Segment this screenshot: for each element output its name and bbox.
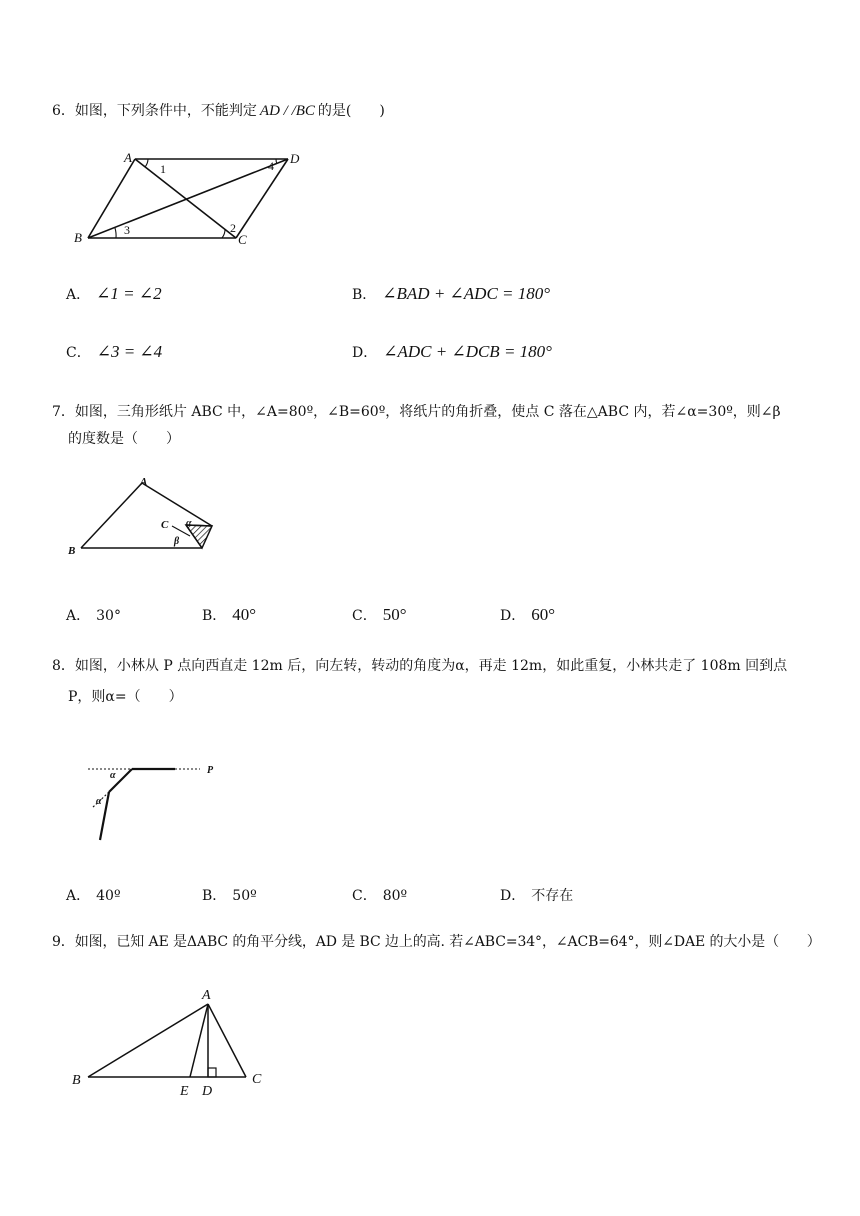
q7-option-a-text: 30° xyxy=(96,608,121,624)
q6-diagonal-bd xyxy=(88,159,288,238)
q6-stem-math: AD / /BC xyxy=(259,103,315,119)
q7-label-beta: β xyxy=(174,536,180,547)
q8-option-a-label: A． xyxy=(66,888,91,904)
q8-stem-line2: P，则α=（ ） xyxy=(68,689,183,705)
q7-folded-triangle-figure xyxy=(66,474,226,564)
q6-option-b[interactable] xyxy=(352,284,550,304)
q9-side-ac xyxy=(208,1004,246,1077)
q8-label-p: P xyxy=(207,765,214,776)
q9-stem: 9．如图，已知 AE 是ΔABC 的角平分线，AD 是 BC 边上的高. 若∠ABC=34°，∠ACB=64°，则∠DAE 的大小是（ ） xyxy=(52,934,821,950)
q7-option-d-text: 60° xyxy=(531,605,556,624)
q9-label-c: C xyxy=(252,1072,262,1087)
q8-stem-line1: 8．如图，小林从 P 点向西直走 12m 后，向左转，转动的角度为α，再走 12m，如此重复，小林共走了 108m 回到点 xyxy=(52,658,788,674)
q6-option-d-text: ∠ADC + ∠DCB = 180° xyxy=(383,342,552,361)
q8-option-b[interactable] xyxy=(202,885,257,905)
q6-option-c[interactable] xyxy=(66,342,162,362)
q7-label-b: B xyxy=(68,545,76,557)
q6-option-a[interactable] xyxy=(66,284,162,304)
q8-option-a[interactable] xyxy=(66,885,121,905)
q6-stem-prefix: 6．如图，下列条件中，不能判定 xyxy=(52,103,257,119)
q8-option-c-text: 80º xyxy=(382,888,408,904)
q6-angle-3: 3 xyxy=(124,223,130,237)
q7-stem-line2: 的度数是（ ） xyxy=(68,431,180,447)
q9-right-angle-mark xyxy=(208,1068,216,1077)
q6-option-d-label: D． xyxy=(352,345,378,361)
q6-option-c-text: ∠3 = ∠4 xyxy=(96,342,163,361)
q8-label-alpha-1: α xyxy=(110,770,116,781)
q7-stem-line1: 7．如图，三角形纸片 ABC 中，∠A=80º，∠B=60º，将纸片的角折叠，使点 C 落在△ABC 内，若∠α=30º，则∠β xyxy=(52,404,781,420)
q6-option-a-label: A． xyxy=(66,287,91,303)
q6-label-a: A xyxy=(124,150,132,165)
q6-stem xyxy=(52,104,385,118)
q8-option-b-label: B． xyxy=(202,888,227,904)
q6-parallelogram-figure xyxy=(70,148,310,248)
q6-label-b: B xyxy=(74,230,82,245)
q9-triangle-figure xyxy=(68,984,278,1104)
q7-option-a[interactable] xyxy=(66,605,121,625)
q6-diagonal-ac xyxy=(135,159,236,238)
q6-option-d[interactable] xyxy=(352,342,552,362)
q9-side-ab xyxy=(88,1004,208,1077)
q9-label-a: A xyxy=(202,988,211,1003)
q9-bisector-ae xyxy=(190,1004,208,1077)
q7-label-c: C xyxy=(161,519,169,531)
q6-angle-2: 2 xyxy=(230,221,236,235)
q6-side-dc xyxy=(236,159,288,238)
q6-stem-suffix: 的是( ) xyxy=(317,103,385,119)
q7-option-d-label: D． xyxy=(500,608,526,624)
q7-option-a-label: A． xyxy=(66,608,91,624)
q9-label-d: D xyxy=(202,1084,213,1099)
q8-option-a-text: 40º xyxy=(96,888,121,904)
q6-angle-1: 1 xyxy=(160,162,166,176)
q6-option-b-text: ∠BAD + ∠ADC = 180° xyxy=(382,284,551,303)
q7-option-b[interactable] xyxy=(202,605,256,625)
q9-label-e: E xyxy=(180,1084,189,1099)
q7-option-d[interactable] xyxy=(500,605,555,625)
q8-option-b-text: 50º xyxy=(232,888,257,904)
q7-side-ac-remaining xyxy=(142,483,212,526)
q6-label-d: D xyxy=(290,151,300,166)
q6-label-c: C xyxy=(238,232,247,247)
q8-option-d[interactable] xyxy=(500,885,573,905)
q6-angle-4: 4 xyxy=(268,159,274,173)
q8-label-alpha-2: α xyxy=(96,796,102,807)
q6-option-c-label: C． xyxy=(66,345,91,361)
q8-option-c[interactable] xyxy=(352,885,407,905)
q8-option-d-label: D． xyxy=(500,888,526,904)
q7-option-c[interactable] xyxy=(352,605,407,625)
q7-side-ab xyxy=(81,483,142,548)
q8-option-d-text: 不存在 xyxy=(531,888,574,904)
q6-option-b-label: B． xyxy=(352,287,377,303)
q7-label-a: A xyxy=(140,476,148,488)
q7-option-c-label: C． xyxy=(352,608,377,624)
q8-option-c-label: C． xyxy=(352,888,377,904)
q7-option-c-text: 50° xyxy=(382,605,407,624)
q7-option-b-label: B． xyxy=(202,608,227,624)
q9-label-b: B xyxy=(72,1073,81,1088)
q7-option-b-text: 40° xyxy=(232,605,257,624)
q6-option-a-text: ∠1 = ∠2 xyxy=(96,284,162,303)
q7-label-alpha: α xyxy=(186,518,192,529)
q8-path-figure xyxy=(80,756,230,846)
